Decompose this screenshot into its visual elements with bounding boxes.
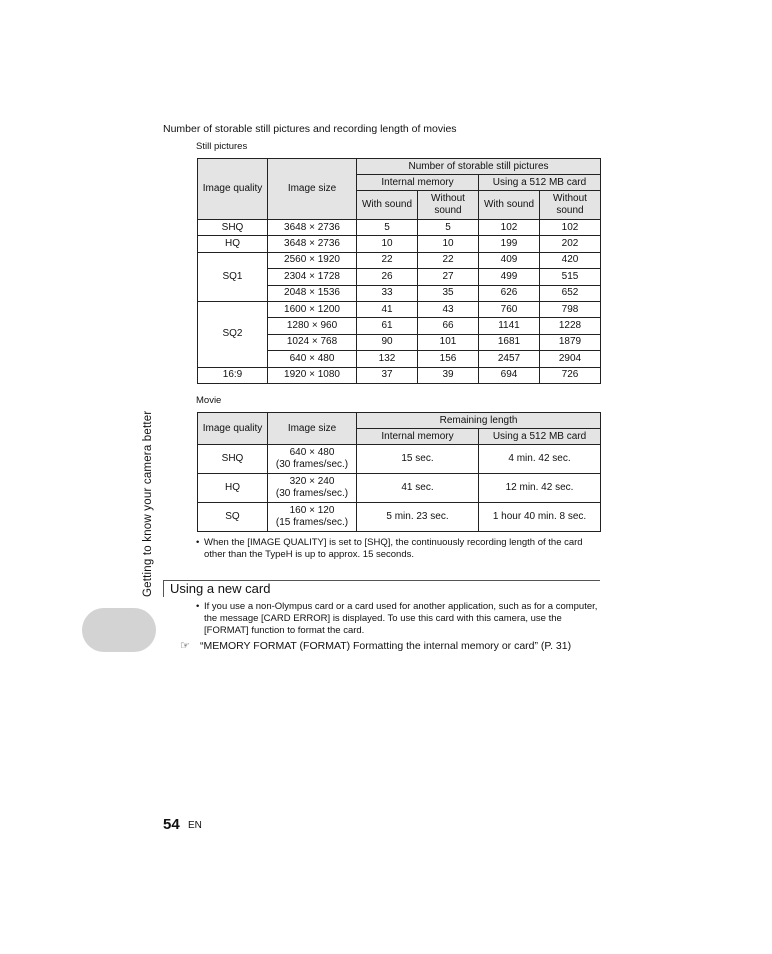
value-cell: 202 — [540, 236, 601, 252]
quality-cell: HQ — [198, 474, 268, 503]
movie-note — [196, 537, 606, 561]
header-512mb-card: Using a 512 MB card — [479, 429, 601, 445]
value-cell: 101 — [418, 334, 479, 350]
frame-rate: (30 frames/sec.) — [275, 488, 349, 499]
header-storable-pictures: Number of storable still pictures — [357, 159, 601, 175]
value-cell: 102 — [479, 220, 540, 236]
page-number: 54 — [163, 816, 180, 833]
value-cell: 798 — [540, 301, 601, 317]
table-row — [198, 252, 601, 268]
value-cell: 132 — [357, 351, 418, 367]
value-cell: 5 min. 23 sec. — [357, 503, 479, 532]
value-cell: 26 — [357, 269, 418, 285]
value-cell: 156 — [418, 351, 479, 367]
still-pictures-table — [197, 158, 601, 384]
value-cell: 5 — [418, 220, 479, 236]
quality-cell: 16:9 — [198, 367, 268, 383]
table-row — [198, 301, 601, 317]
new-card-note-text: If you use a non-Olympus card or a card used for another application, such as for a computer, the message [CARD ERROR] is displayed. To use this card with this camera, use the [FORMAT] function to format the card. — [204, 601, 598, 636]
pointing-hand-icon: ☞ — [180, 640, 190, 652]
section-title: Number of storable still pictures and recording length of movies — [163, 123, 457, 135]
value-cell: 199 — [479, 236, 540, 252]
size-cell: 1600 × 1200 — [268, 301, 357, 317]
value-cell: 27 — [418, 269, 479, 285]
value-cell: 39 — [418, 367, 479, 383]
header-internal-memory: Internal memory — [357, 175, 479, 191]
header-without-sound: Without sound — [540, 191, 601, 220]
table-row — [198, 220, 601, 236]
new-card-heading: Using a new card — [163, 580, 600, 597]
quality-cell: SQ — [198, 503, 268, 532]
quality-cell: SHQ — [198, 220, 268, 236]
size-cell: 3648 × 2736 — [268, 236, 357, 252]
value-cell: 43 — [418, 301, 479, 317]
bullet-icon: • — [196, 537, 200, 548]
value-cell: 760 — [479, 301, 540, 317]
size-cell: 1024 × 768 — [268, 334, 357, 350]
size-cell: 2304 × 1728 — [268, 269, 357, 285]
movie-table — [197, 412, 601, 532]
new-card-note — [196, 601, 606, 637]
value-cell: 1141 — [479, 318, 540, 334]
header-image-size: Image size — [268, 159, 357, 220]
size-value: 160 × 120 — [289, 505, 335, 516]
value-cell: 102 — [540, 220, 601, 236]
quality-cell: SQ2 — [198, 301, 268, 367]
page-reference-text: “MEMORY FORMAT (FORMAT) Formatting the internal memory or card” (P. 31) — [200, 640, 572, 652]
size-value: 640 × 480 — [289, 447, 335, 458]
quality-cell: SQ1 — [198, 252, 268, 301]
value-cell: 626 — [479, 285, 540, 301]
chapter-tab — [82, 608, 156, 652]
value-cell: 12 min. 42 sec. — [479, 474, 601, 503]
movie-note-text: When the [IMAGE QUALITY] is set to [SHQ], the continuously recording length of the card other than the TypeH is up to approx. 15 seconds. — [204, 537, 583, 560]
size-cell — [268, 474, 357, 503]
value-cell: 66 — [418, 318, 479, 334]
movie-label: Movie — [196, 395, 222, 406]
value-cell: 1 hour 40 min. 8 sec. — [479, 503, 601, 532]
value-cell: 420 — [540, 252, 601, 268]
value-cell: 15 sec. — [357, 445, 479, 474]
value-cell: 22 — [418, 252, 479, 268]
value-cell: 41 sec. — [357, 474, 479, 503]
value-cell: 10 — [418, 236, 479, 252]
header-internal-memory: Internal memory — [357, 429, 479, 445]
page-reference — [180, 639, 571, 652]
page-language: EN — [188, 820, 202, 831]
header-remaining-length: Remaining length — [357, 413, 601, 429]
header-with-sound: With sound — [479, 191, 540, 220]
size-cell — [268, 445, 357, 474]
header-image-size: Image size — [268, 413, 357, 445]
value-cell: 409 — [479, 252, 540, 268]
value-cell: 90 — [357, 334, 418, 350]
chapter-side-label: Getting to know your camera better — [142, 410, 154, 597]
size-cell — [268, 503, 357, 532]
value-cell: 1228 — [540, 318, 601, 334]
bullet-icon: • — [196, 601, 200, 612]
value-cell: 61 — [357, 318, 418, 334]
size-cell: 1920 × 1080 — [268, 367, 357, 383]
value-cell: 22 — [357, 252, 418, 268]
header-without-sound: Without sound — [418, 191, 479, 220]
value-cell: 5 — [357, 220, 418, 236]
table-row — [198, 503, 601, 532]
size-cell: 640 × 480 — [268, 351, 357, 367]
size-cell: 3648 × 2736 — [268, 220, 357, 236]
value-cell: 41 — [357, 301, 418, 317]
still-pictures-label: Still pictures — [196, 141, 248, 152]
value-cell: 694 — [479, 367, 540, 383]
frame-rate: (30 frames/sec.) — [275, 459, 349, 470]
size-value: 320 × 240 — [289, 476, 335, 487]
value-cell: 652 — [540, 285, 601, 301]
table-row — [198, 236, 601, 252]
value-cell: 33 — [357, 285, 418, 301]
quality-cell: SHQ — [198, 445, 268, 474]
value-cell: 1879 — [540, 334, 601, 350]
value-cell: 515 — [540, 269, 601, 285]
value-cell: 499 — [479, 269, 540, 285]
value-cell: 10 — [357, 236, 418, 252]
table-row — [198, 445, 601, 474]
value-cell: 1681 — [479, 334, 540, 350]
header-image-quality: Image quality — [198, 413, 268, 445]
value-cell: 37 — [357, 367, 418, 383]
value-cell: 35 — [418, 285, 479, 301]
value-cell: 726 — [540, 367, 601, 383]
table-row — [198, 474, 601, 503]
frame-rate: (15 frames/sec.) — [275, 517, 349, 528]
header-image-quality: Image quality — [198, 159, 268, 220]
header-with-sound: With sound — [357, 191, 418, 220]
quality-cell: HQ — [198, 236, 268, 252]
value-cell: 2457 — [479, 351, 540, 367]
value-cell: 2904 — [540, 351, 601, 367]
table-row — [198, 367, 601, 383]
size-cell: 2560 × 1920 — [268, 252, 357, 268]
size-cell: 1280 × 960 — [268, 318, 357, 334]
header-512mb-card: Using a 512 MB card — [479, 175, 601, 191]
size-cell: 2048 × 1536 — [268, 285, 357, 301]
value-cell: 4 min. 42 sec. — [479, 445, 601, 474]
